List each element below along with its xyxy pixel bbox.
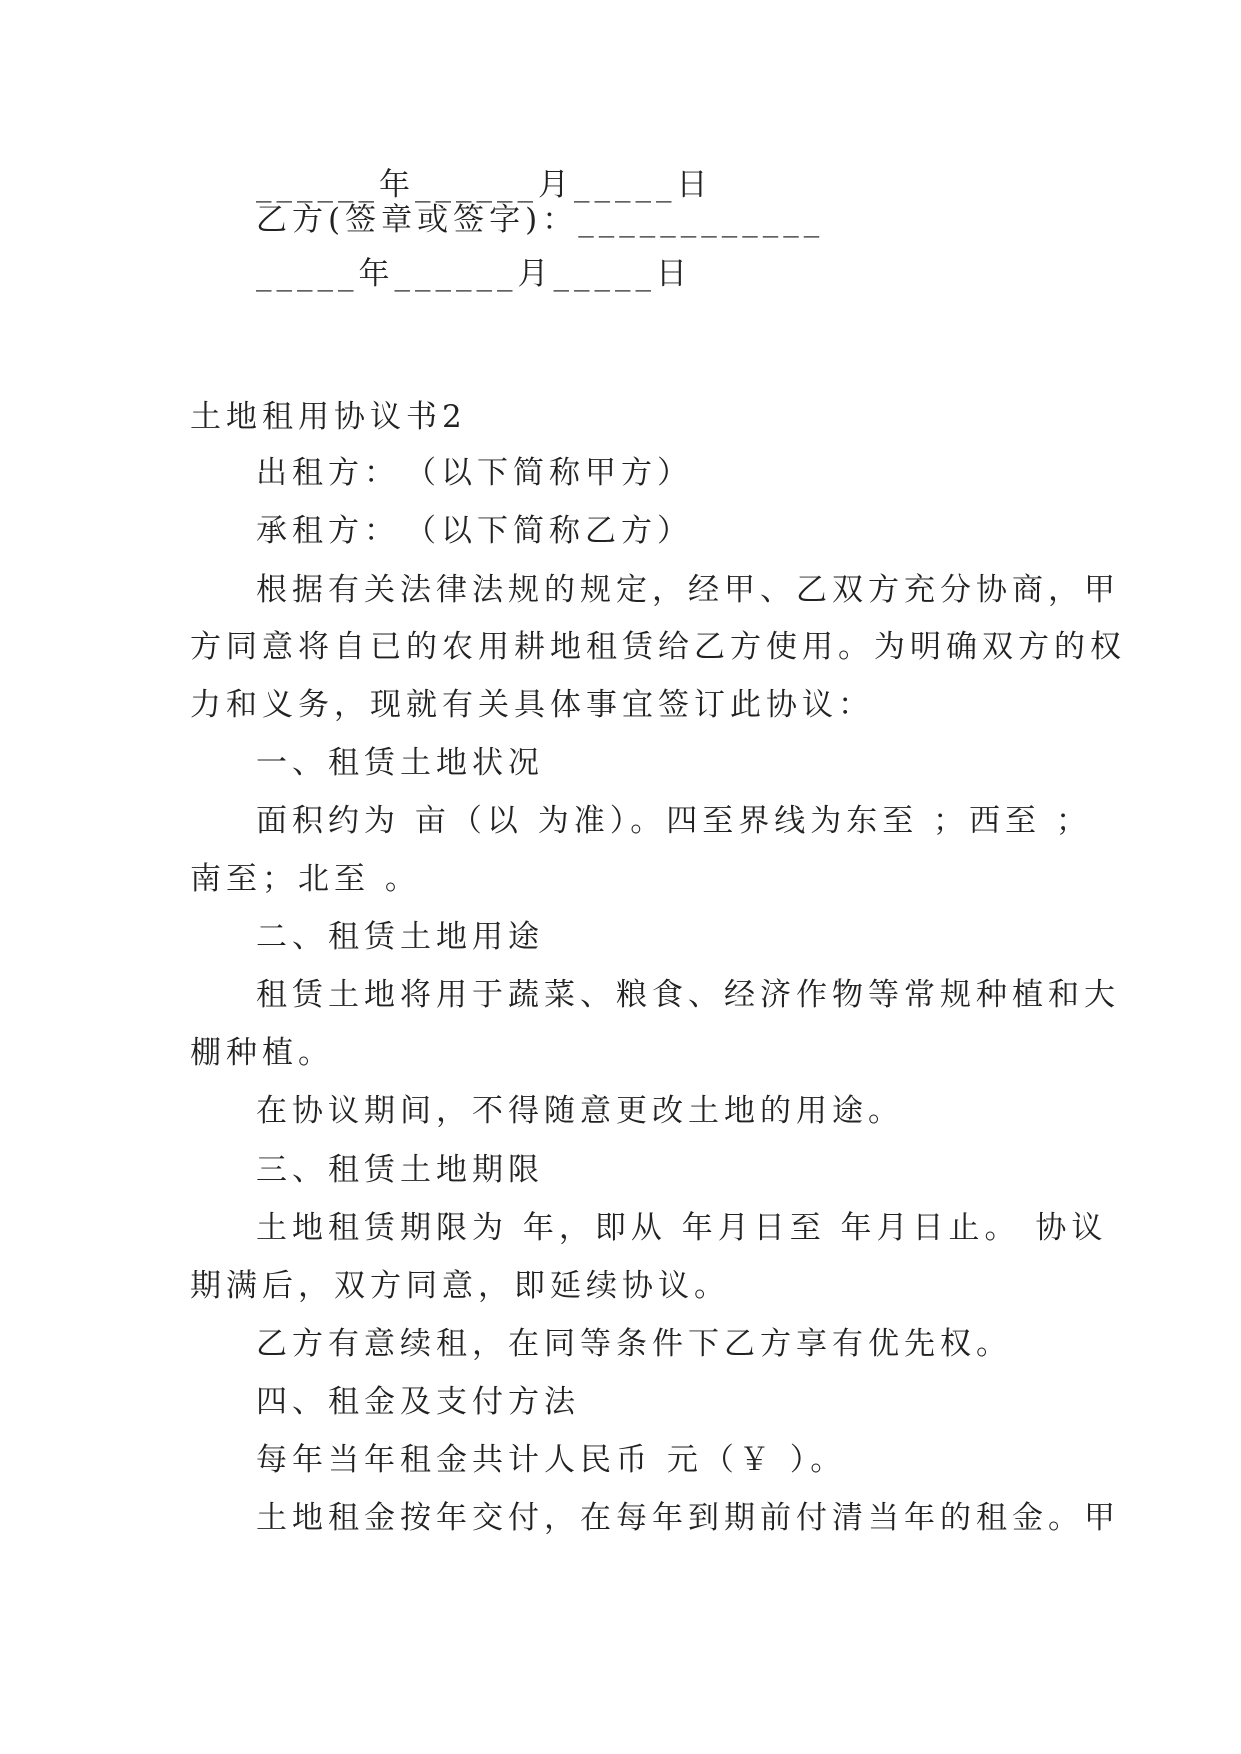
preamble-line: 方同意将自已的农用耕地租赁给乙方使用。为明确双方的权 [190,629,1126,665]
lessor-line: 出租方： （以下简称甲方） [256,455,693,491]
party-b-signature-line: 乙方(签章或签字)：____________ [256,202,825,238]
lease-term-line: 期满后，双方同意，即延续协议。 [190,1268,730,1304]
land-use-line: 棚种植。 [190,1035,334,1071]
rent-payment-line: 土地租金按年交付，在每年到期前付清当年的租金。甲 [256,1500,1120,1536]
document-title: 土地租用协议书2 [190,399,467,435]
date-line-party-a: ______年______月_____日 [256,167,713,203]
land-status-line: 南至；北至 。 [190,861,421,897]
section-heading-lease-term: 三、租赁土地期限 [256,1152,544,1188]
section-heading-rent: 四、租金及支付方法 [256,1384,580,1420]
preamble-line: 力和义务，现就有关具体事宜签订此协议： [190,687,874,723]
lease-term-note: 乙方有意续租，在同等条件下乙方享有优先权。 [256,1326,1012,1362]
lessee-line: 承租方： （以下简称乙方） [256,513,693,549]
preamble-line: 根据有关法律法规的规定，经甲、乙双方充分协商，甲 [256,572,1120,608]
lease-term-line: 土地租赁期限为 年，即从 年月日至 年月日止。 协议 [256,1210,1108,1246]
land-use-note: 在协议期间，不得随意更改土地的用途。 [256,1093,904,1129]
land-use-line: 租赁土地将用于蔬菜、粮食、经济作物等常规种植和大 [256,977,1120,1013]
date-line-party-b: _____年______月_____日 [256,256,692,292]
land-status-line: 面积约为 亩（以 为准）。四至界线为东至 ；西至 ； [256,803,1092,839]
rent-amount-line: 每年当年租金共计人民币 元（￥ ）。 [256,1442,847,1478]
section-heading-land-use: 二、租赁土地用途 [256,919,544,955]
section-heading-land-status: 一、租赁土地状况 [256,745,544,781]
